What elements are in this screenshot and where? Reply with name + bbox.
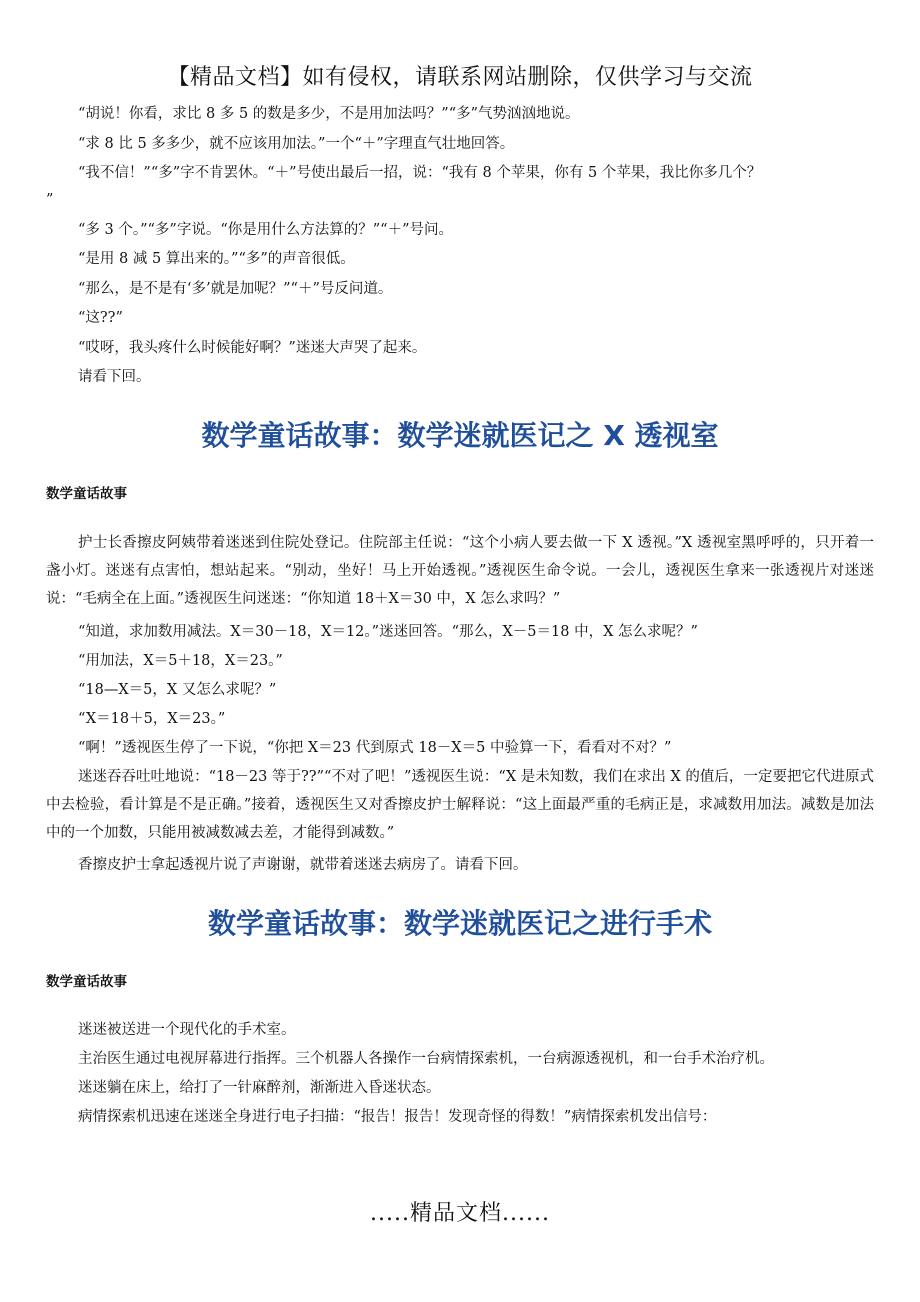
paragraph-line: 迷迷躺在床上，给打了一针麻醉剂，渐渐进入昏迷状态。 bbox=[78, 1080, 441, 1096]
paragraph-line: 香擦皮护士拿起透视片说了声谢谢，就带着迷迷去病房了。请看下回。 bbox=[78, 857, 528, 873]
paragraph-line: “哎呀，我头疼什么时候能好啊？”迷迷大声哭了起来。 bbox=[78, 340, 427, 356]
document-header: 【精品文档】如有侵权，请联系网站删除，仅供学习与交流 bbox=[167, 65, 753, 90]
paragraph-line: 病情探索机迅速在迷迷全身进行电子扫描：“报告！报告！发现奇怪的得数！”病情探索机发出信号： bbox=[78, 1109, 717, 1125]
paragraph-line: 主治医生通过电视屏幕进行指挥。三个机器人各操作一台病情探索机，一台病源透视机，和一台手术治疗机。 bbox=[78, 1051, 774, 1067]
paragraph-line: “X＝18＋5，X＝23。” bbox=[78, 711, 226, 727]
paragraph: 护士长香擦皮阿姨带着迷迷到住院处登记。住院部主任说：“这个小病人要去做一下 X 透视。”X 透视室黑呼呼的，只开着一盏小灯。迷迷有点害怕，想站起来。“别动，坐好！马上开始透视。”透视医生命令说。一会儿，透视医生拿来一张透视片对迷迷说：“毛病全在上面。”透视医生问迷迷：“你知道 18＋X＝30 中，X 怎么求吗？” bbox=[46, 535, 874, 607]
paragraph-line: “知道，求加数用减法。X＝30－18，X＝12。”迷迷回答。“那么，X－5＝18 中，X 怎么求呢？” bbox=[78, 624, 698, 640]
paragraph-line: ” bbox=[46, 192, 54, 208]
section-subtitle: 数学童话故事 bbox=[46, 486, 127, 502]
paragraph-line: 迷迷被送进一个现代化的手术室。 bbox=[78, 1022, 296, 1038]
document-footer: .....精品文档...... bbox=[370, 1201, 550, 1226]
paragraph-line: “我不信！”“多”字不肯罢休。“＋”号使出最后一招，说：“我有 8 个苹果，你有 5 个苹果，我比你多几个？ bbox=[78, 165, 762, 181]
paragraph-line: “求 8 比 5 多多少，就不应该用加法。”一个“＋”字理直气壮地回答。 bbox=[78, 136, 515, 152]
paragraph: 迷迷吞吞吐吐地说：“18－23 等于??”“不对了吧！”透视医生说：“X 是未知数，我们在求出 X 的值后，一定要把它代进原式中去检验，看计算是不是正确。”接着，透视医生又对香擦皮护士解释说：“这上面最严重的毛病正是，求减数用加法。减数是加法中的一个加数，只能用被减数减去差，才能得到减数。” bbox=[46, 769, 874, 841]
paragraph-line: “那么，是不是有‘多’就是加呢？”“＋”号反问道。 bbox=[78, 281, 393, 297]
section-subtitle: 数学童话故事 bbox=[46, 974, 127, 990]
paragraph-line: “用加法，X＝5＋18，X＝23。” bbox=[78, 653, 283, 669]
section-title: 数学童话故事：数学迷就医记之 X 透视室 bbox=[201, 419, 719, 452]
paragraph-line: 请看下回。 bbox=[78, 369, 151, 385]
section-title: 数学童话故事：数学迷就医记之进行手术 bbox=[207, 907, 712, 940]
paragraph-line: “18—X＝5，X 又怎么求呢？” bbox=[78, 682, 277, 698]
paragraph-line: “胡说！你看，求比 8 多 5 的数是多少，不是用加法吗？”“多”气势汹汹地说。 bbox=[78, 106, 580, 122]
paragraph-line: “啊！”透视医生停了一下说，“你把 X＝23 代到原式 18－X＝5 中验算一下，看看对不对？” bbox=[78, 740, 672, 756]
paragraph-line: “多 3 个。”“多”字说。“你是用什么方法算的？”“＋”号问。 bbox=[78, 222, 453, 238]
paragraph-line: “这??” bbox=[78, 310, 123, 326]
paragraph-line: “是用 8 减 5 算出来的。”“多”的声音很低。 bbox=[78, 251, 355, 267]
